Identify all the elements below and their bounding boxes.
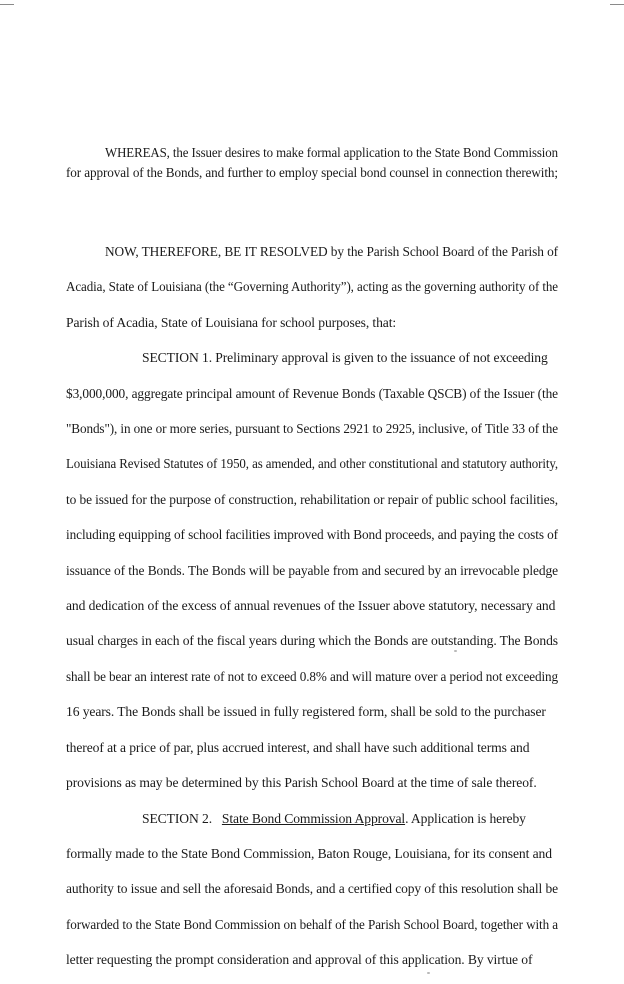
scan-edge-mark-left (0, 4, 14, 5)
section1-line: thereof at a price of par, plus accrued interest, and shall have such additional terms and (66, 739, 530, 755)
section1-line: to be issued for the purpose of construction, rehabilitation or repair of public school facilities, (66, 491, 558, 507)
section2-heading-tail: . Application is hereby (405, 810, 526, 826)
section1-line: provisions as may be determined by this Parish School Board at the time of sale thereof. (66, 775, 537, 791)
scan-edge-mark-right (610, 4, 624, 5)
section2-label: SECTION 2. (142, 810, 212, 826)
section2-line: letter requesting the prompt consideration and approval of this application. By virtue of (66, 952, 533, 968)
scan-speck (454, 650, 457, 652)
section1-line: including equipping of school facilities improved with Bond proceeds, and paying the costs of (66, 527, 558, 543)
section2-heading: State Bond Commission Approval (221, 810, 406, 826)
section1-line: shall be bear an interest rate of not to exceed 0.8% and will mature over a period not exceeding (66, 668, 558, 684)
section1-line: Louisiana Revised Statutes of 1950, as amended, and other constitutional and statutory authority, (66, 456, 558, 472)
section1-line: and dedication of the excess of annual revenues of the Issuer above statutory, necessary and (66, 598, 556, 614)
whereas-paragraph (66, 143, 558, 183)
scan-speck (427, 972, 430, 974)
section2-line: formally made to the State Bond Commission, Baton Rouge, Louisiana, for its consent and (66, 845, 552, 861)
section1-line: SECTION 1. Preliminary approval is given to the issuance of not exceeding (142, 350, 548, 366)
resolved-line: NOW, THEREFORE, BE IT RESOLVED by the Parish School Board of the Parish of (105, 244, 558, 259)
section1-line: 16 years. The Bonds shall be issued in fully registered form, shall be sold to the purchaser (66, 704, 546, 720)
section1-line: issuance of the Bonds. The Bonds will be payable from and secured by an irrevocable pledge (66, 562, 558, 578)
section1-line: "Bonds"), in one or more series, pursuant to Sections 2921 to 2925, inclusive, of Title 33 of the (66, 421, 558, 437)
whereas-line: for approval of the Bonds, and further to employ special bond counsel in connection therewith; (66, 165, 558, 180)
section1-line: usual charges in each of the fiscal years during which the Bonds are outstanding. The Bonds (66, 633, 558, 649)
section2-line: forwarded to the State Bond Commission on behalf of the Parish School Board, together with a (66, 916, 558, 932)
resolved-line: Parish of Acadia, State of Louisiana for school purposes, that: (66, 314, 397, 330)
section2-heading-line (66, 801, 558, 836)
resolved-line: Acadia, State of Louisiana (the “Governing Authority”), acting as the governing authority of the (66, 279, 558, 295)
whereas-line: WHEREAS, the Issuer desires to make formal application to the State Bond Commission (105, 145, 558, 160)
section1-line: $3,000,000, aggregate principal amount of Revenue Bonds (Taxable QSCB) of the Issuer (the (66, 385, 558, 401)
resolution-body (66, 234, 558, 978)
section2-line: authority to issue and sell the aforesaid Bonds, and a certified copy of this resolution shall be (66, 881, 558, 897)
